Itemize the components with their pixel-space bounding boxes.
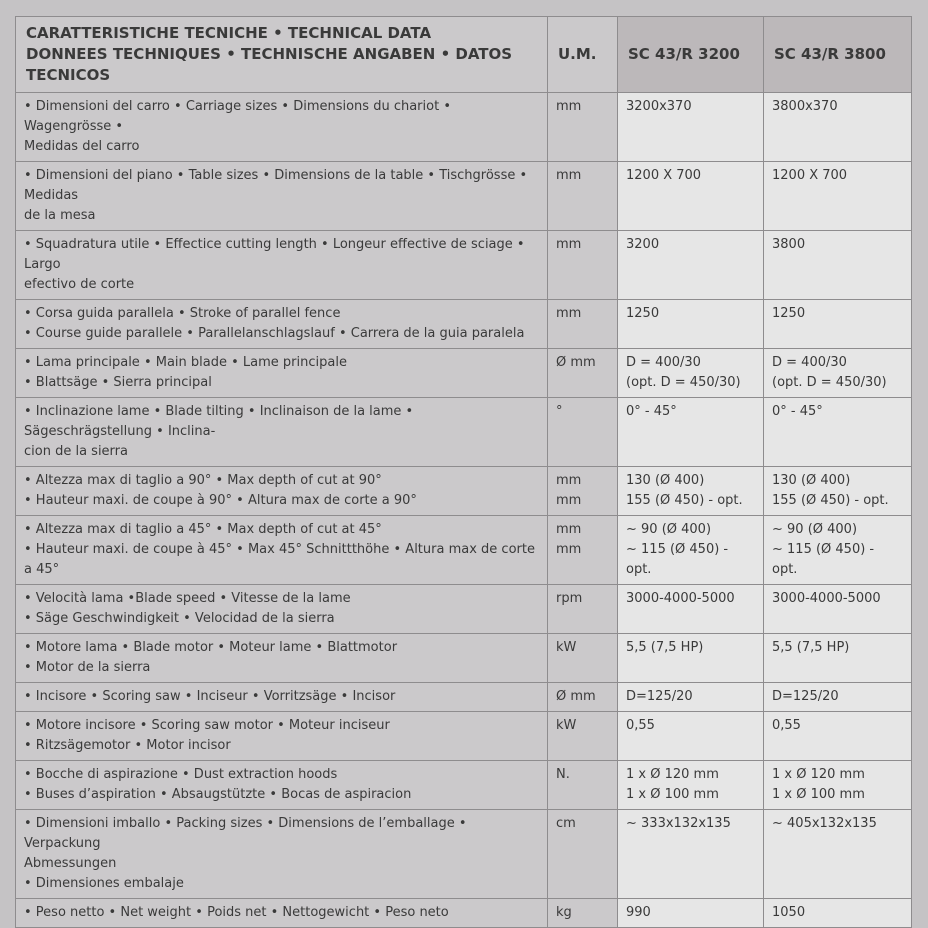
cell-line: mm [556,522,582,537]
cell-line: 130 (Ø 400) [772,473,851,488]
table-row [16,300,912,349]
cell-line: • Ritzsägemotor • Motor incisor [24,738,231,753]
unit-cell [548,162,618,231]
model2-value [764,162,912,231]
table-row [16,398,912,467]
table-row [16,93,912,162]
cell-line: 3800x370 [772,99,838,114]
cell-line: ~ 115 (Ø 450) - opt. [626,542,729,577]
cell-line: D = 400/30 [772,355,847,370]
spec-label [16,585,548,634]
cell-line: 3000-4000-5000 [626,591,735,606]
cell-line: • Incisore • Scoring saw • Inciseur • Vorritzsäge • Incisor [24,689,396,704]
spec-label [16,634,548,683]
cell-line: ~ 333x132x135 [626,816,731,831]
model2-value [764,467,912,516]
table-row [16,231,912,300]
model2-value [764,93,912,162]
model1-value [618,761,764,810]
cell-line: 1 x Ø 120 mm [626,767,719,782]
table-row [16,683,912,712]
unit-cell [548,761,618,810]
model2-header: SC 43/R 3800 [764,17,912,93]
model1-value [618,93,764,162]
spec-label [16,810,548,899]
spec-label [16,300,548,349]
cell-line: • Motore lama • Blade motor • Moteur lame • Blattmotor [24,640,398,655]
spec-label [16,162,548,231]
model1-value [618,467,764,516]
unit-cell [548,231,618,300]
cell-line: 1050 [772,905,806,920]
model2-value [764,683,912,712]
cell-line: 1 x Ø 120 mm [772,767,865,782]
spec-label [16,712,548,761]
unit-cell [548,300,618,349]
cell-line: • Course guide parallele • Parallelanschlagslauf • Carrera de la guia paralela [24,326,525,341]
cell-line: • Dimensiones embalaje [24,876,184,891]
cell-line: 990 [626,905,651,920]
table-row [16,712,912,761]
cell-line: D=125/20 [772,689,839,704]
cell-line: 3200 [626,237,660,252]
cell-line: • Dimensioni del carro • Carriage sizes • Dimensions du chariot • Wagengrösse • [24,99,451,134]
cell-line: Abmessungen [24,856,117,871]
table-row [16,899,912,928]
technical-data-table [15,16,912,928]
model1-value [618,634,764,683]
model1-value [618,683,764,712]
cell-line: 1250 [772,306,806,321]
table-row [16,467,912,516]
cell-line: 1250 [626,306,660,321]
cell-line: • Bocche di aspirazione • Dust extraction hoods [24,767,338,782]
unit-cell [548,349,618,398]
cell-line: • Buses d’aspiration • Absaugstützte • Bocas de aspiracion [24,787,412,802]
table-title [16,17,548,93]
spec-label [16,467,548,516]
cell-line: de la mesa [24,208,96,223]
spec-label [16,516,548,585]
title-line: DONNEES TECHNIQUES • TECHNISCHE ANGABEN • DATOS TECNICOS [26,45,513,84]
cell-line: 3200x370 [626,99,692,114]
spec-label [16,398,548,467]
cell-line: • Dimensioni del piano • Table sizes • Dimensions de la table • Tischgrösse • Medidas [24,168,528,203]
cell-line: kg [556,905,572,920]
model2-value [764,231,912,300]
cell-line: mm [556,542,582,557]
cell-line: 5,5 (7,5 HP) [772,640,850,655]
model1-value [618,162,764,231]
cell-line: • Blattsäge • Sierra principal [24,375,212,390]
unit-cell [548,899,618,928]
model2-value [764,899,912,928]
cell-line: Ø mm [556,355,596,370]
cell-line: mm [556,493,582,508]
cell-line: mm [556,168,582,183]
cell-line: efectivo de corte [24,277,135,292]
table-row [16,516,912,585]
cell-line: 0° - 45° [772,404,823,419]
cell-line: 1 x Ø 100 mm [772,787,865,802]
unit-cell [548,93,618,162]
cell-line: 1200 X 700 [772,168,848,183]
spec-label [16,761,548,810]
cell-line: 3000-4000-5000 [772,591,881,606]
cell-line: 1200 X 700 [626,168,702,183]
model1-value [618,712,764,761]
cell-line: D=125/20 [626,689,693,704]
cell-line: D = 400/30 [626,355,701,370]
cell-line: • Lama principale • Main blade • Lame principale [24,355,347,370]
model2-value [764,300,912,349]
unit-cell [548,398,618,467]
cell-line: • Peso netto • Net weight • Poids net • Nettogewicht • Peso neto [24,905,449,920]
model2-value [764,516,912,585]
cell-line: 3800 [772,237,806,252]
spec-label [16,93,548,162]
cell-line: 0,55 [772,718,801,733]
cell-line: • Hauteur maxi. de coupe à 90° • Altura max de corte a 90° [24,493,417,508]
cell-line: • Hauteur maxi. de coupe à 45° • Max 45° Schnittthöhe • Altura max de corte a 45° [24,542,535,577]
cell-line: kW [556,640,577,655]
cell-line: 130 (Ø 400) [626,473,705,488]
model1-value [618,398,764,467]
unit-cell [548,467,618,516]
model2-value [764,634,912,683]
cell-line: ~ 115 (Ø 450) - opt. [772,542,875,577]
cell-line: ~ 90 (Ø 400) [626,522,712,537]
model2-value [764,810,912,899]
cell-line: • Motore incisore • Scoring saw motor • Moteur inciseur [24,718,390,733]
model2-value [764,349,912,398]
cell-line: N. [556,767,570,782]
header-row [16,17,912,93]
table-row [16,162,912,231]
unit-cell [548,683,618,712]
cell-line: ~ 90 (Ø 400) [772,522,858,537]
cell-line: ° [556,404,563,419]
cell-line: mm [556,237,582,252]
table-row [16,585,912,634]
cell-line: cion de la sierra [24,444,128,459]
cell-line: • Motor de la sierra [24,660,151,675]
cell-line: ~ 405x132x135 [772,816,877,831]
unit-cell [548,585,618,634]
cell-line: 0° - 45° [626,404,677,419]
cell-line: rpm [556,591,583,606]
model2-value [764,398,912,467]
spec-label [16,231,548,300]
cell-line: • Corsa guida parallela • Stroke of parallel fence [24,306,341,321]
cell-line: mm [556,473,582,488]
model2-value [764,761,912,810]
cell-line: kW [556,718,577,733]
model1-value [618,231,764,300]
cell-line: (opt. D = 450/30) [626,375,741,390]
cell-line: • Altezza max di taglio a 45° • Max depth of cut at 45° [24,522,382,537]
model1-value [618,585,764,634]
table-row [16,761,912,810]
cell-line: 5,5 (7,5 HP) [626,640,704,655]
cell-line: mm [556,306,582,321]
cell-line: 155 (Ø 450) - opt. [772,493,889,508]
table-row [16,349,912,398]
unit-cell [548,712,618,761]
cell-line: • Inclinazione lame • Blade tilting • Inclinaison de la lame • Sägeschrägstellung • Inclina- [24,404,414,439]
spec-label [16,683,548,712]
cell-line: (opt. D = 450/30) [772,375,887,390]
cell-line: • Altezza max di taglio a 90° • Max depth of cut at 90° [24,473,382,488]
unit-cell [548,516,618,585]
unit-cell [548,634,618,683]
cell-line: 155 (Ø 450) - opt. [626,493,743,508]
cell-line: • Dimensioni imballo • Packing sizes • Dimensions de l’emballage • Verpackung [24,816,467,851]
cell-line: mm [556,99,582,114]
model1-value [618,349,764,398]
spec-label [16,349,548,398]
cell-line: • Velocità lama •Blade speed • Vitesse de la lame [24,591,351,606]
cell-line: • Säge Geschwindigkeit • Velocidad de la sierra [24,611,335,626]
table-row [16,810,912,899]
cell-line: • Squadratura utile • Effectice cutting length • Longeur effective de sciage • Largo [24,237,525,272]
spec-label [16,899,548,928]
model1-value [618,899,764,928]
cell-line: cm [556,816,576,831]
cell-line: 1 x Ø 100 mm [626,787,719,802]
cell-line: Ø mm [556,689,596,704]
model2-value [764,585,912,634]
cell-line: 0,55 [626,718,655,733]
model1-value [618,516,764,585]
model2-value [764,712,912,761]
model1-value [618,300,764,349]
table-row [16,634,912,683]
cell-line: Medidas del carro [24,139,140,154]
model1-header: SC 43/R 3200 [618,17,764,93]
um-header: U.M. [548,17,618,93]
title-line: CARATTERISTICHE TECNICHE • TECHNICAL DATA [26,24,432,42]
model1-value [618,810,764,899]
unit-cell [548,810,618,899]
